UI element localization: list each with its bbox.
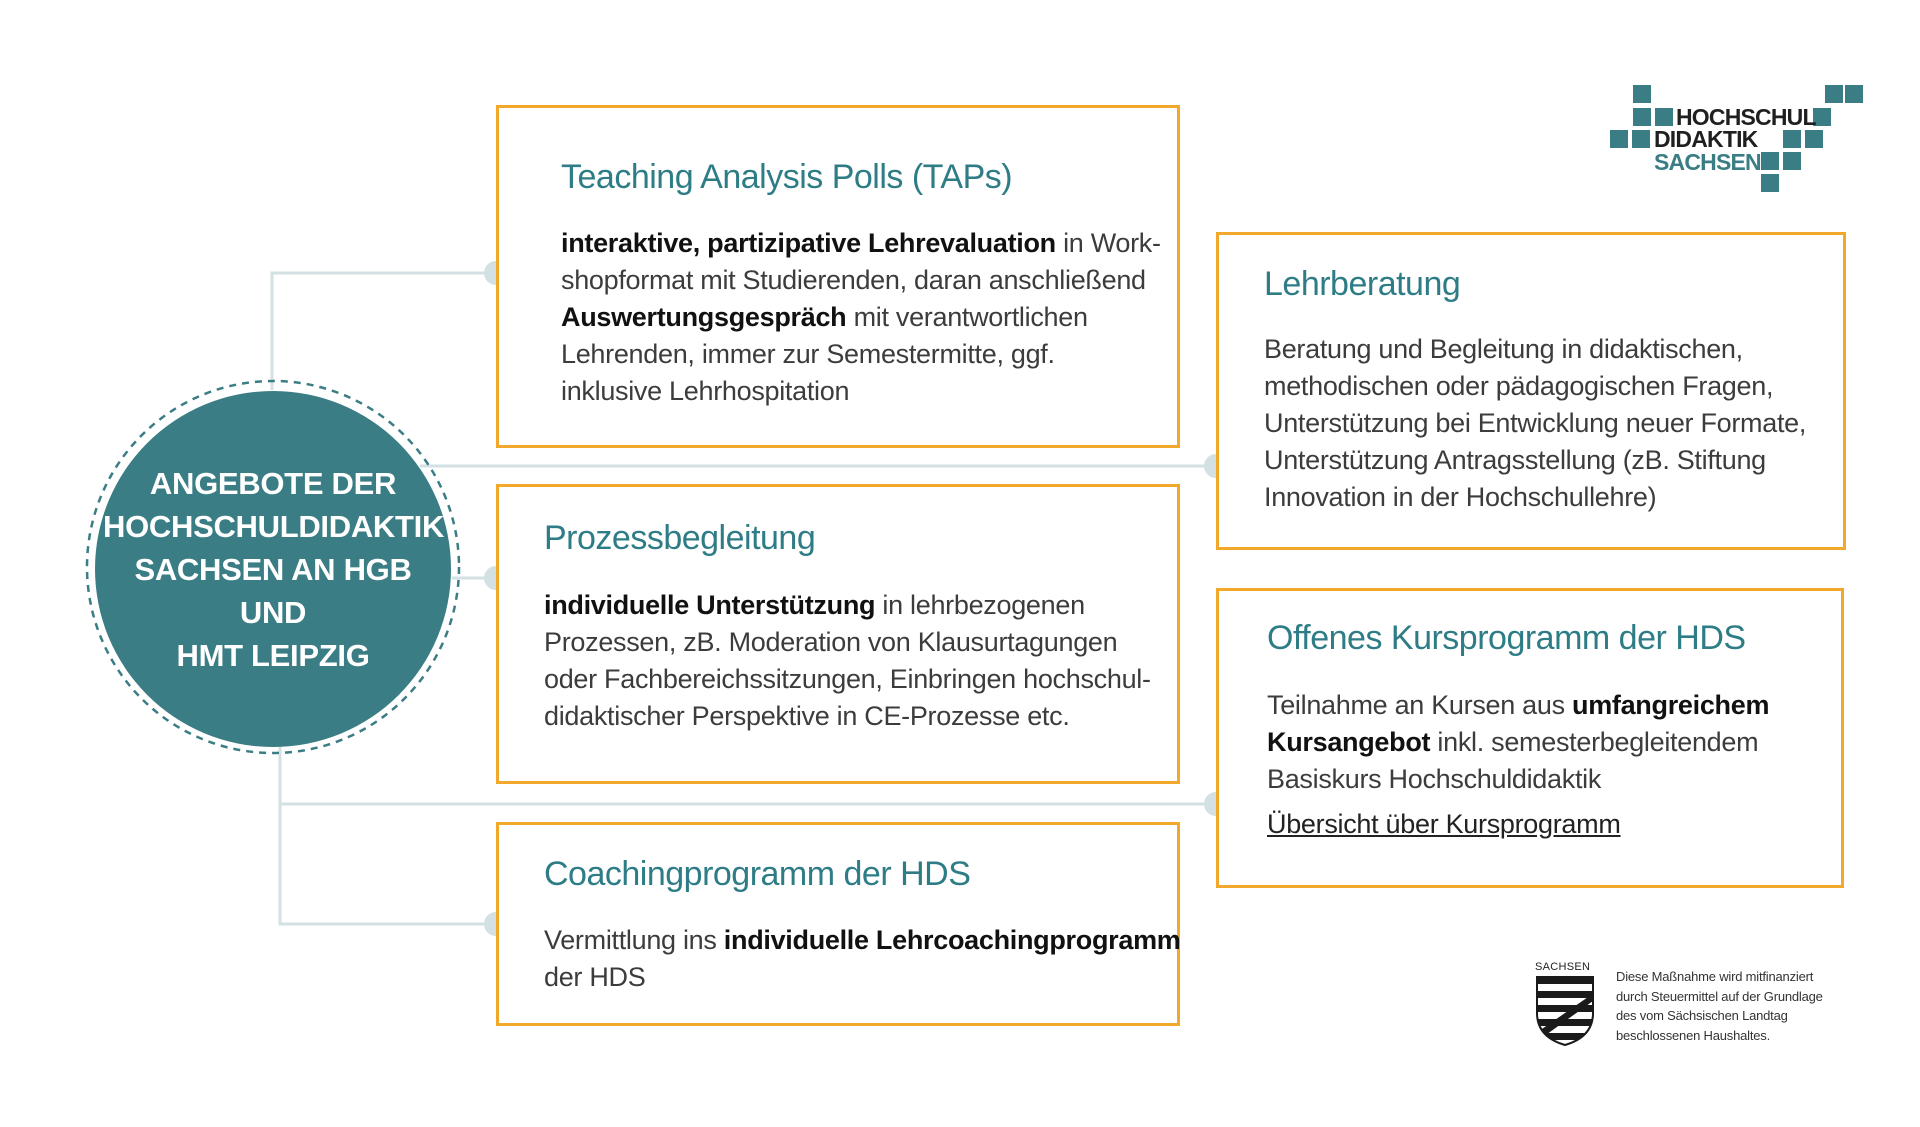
box-text-coachingprogramm: [544, 922, 1181, 996]
text-line: [1264, 331, 1844, 368]
text-line: [1267, 724, 1837, 761]
saxony-seal-label: SACHSEN: [1535, 961, 1591, 973]
box-title-prozessbegleitung: Prozessbegleitung: [544, 519, 816, 557]
funding-note: Diese Maßnahme wird mitfinanziert durch Steuermittel auf der Grundlage des vom Sächsischen Landtag beschlossenen Haushaltes.: [1616, 969, 1823, 1043]
text-line: [561, 299, 1171, 336]
box-lehrberatung: [1216, 232, 1846, 550]
text-line: [544, 624, 1174, 661]
box-title-kursprogramm: Offenes Kursprogramm der HDS: [1267, 619, 1746, 657]
box-title-taps: Teaching Analysis Polls (TAPs): [561, 158, 1013, 196]
text-line: [1264, 368, 1844, 405]
text-line: [544, 698, 1174, 735]
text-line: [544, 587, 1174, 624]
center-label: ANGEBOTE DER HOCHSCHULDIDAKTIK SACHSEN AN HGB UND HMT LEIPZIG: [103, 465, 445, 673]
body-text: didaktischer Perspektive in CE-Prozesse etc.: [544, 701, 1070, 731]
bold-text: interaktive, partizipative Lehrevaluation: [561, 228, 1056, 258]
bold-text: individuelle Lehrcoachingprogramm: [723, 925, 1181, 955]
box-prozessbegleitung: [496, 484, 1180, 784]
body-text: der HDS: [544, 962, 646, 992]
body-text: Lehrenden, immer zur Semestermitte, ggf.: [561, 339, 1055, 369]
text-line: [1267, 761, 1837, 798]
box-kursprogramm: [1216, 588, 1844, 888]
text-line: [544, 661, 1174, 698]
text-line: [561, 373, 1171, 410]
text-line: [544, 922, 1181, 959]
bold-text: umfangreichem: [1572, 690, 1770, 720]
body-text: inkl. semesterbegleitendem: [1430, 727, 1759, 757]
bold-text: Kursangebot: [1267, 727, 1431, 757]
text-line: [561, 225, 1171, 262]
bold-text: Auswertungsgespräch: [561, 302, 847, 332]
body-text: inklusive Lehrhospitation: [561, 376, 850, 406]
body-text: Innovation in der Hochschullehre): [1264, 482, 1657, 512]
bold-text: individuelle Unterstützung: [544, 590, 876, 620]
logo-square-grid: [0, 0, 1920, 220]
box-coachingprogramm: [496, 822, 1180, 1026]
logo-text-sachsen: SACHSEN: [1654, 149, 1761, 175]
body-text: oder Fachbereichssitzungen, Einbringen hochschul-: [544, 664, 1151, 694]
text-line: [1264, 405, 1844, 442]
text-line: [561, 262, 1171, 299]
text-line: [561, 336, 1171, 373]
box-text-prozessbegleitung: [544, 587, 1174, 735]
box-text-taps: [561, 225, 1171, 410]
body-text: Prozessen, zB. Moderation von Klausurtagungen: [544, 627, 1118, 657]
box-text-kursprogramm: [1267, 687, 1837, 798]
body-text: in lehrbezogenen: [875, 590, 1085, 620]
logo-text-hochschul: HOCHSCHUL: [1676, 104, 1816, 130]
saxony-coat-of-arms-icon: [1535, 975, 1595, 1047]
body-text: Beratung und Begleitung in didaktischen,: [1264, 334, 1743, 364]
text-line: [1264, 479, 1844, 516]
box-title-lehrberatung: Lehrberatung: [1264, 265, 1461, 303]
text-line: [1267, 687, 1837, 724]
kursprogramm-link[interactable]: Übersicht über Kursprogramm: [1267, 809, 1621, 839]
body-text: methodischen oder pädagogischen Fragen,: [1264, 371, 1774, 401]
box-title-coachingprogramm: Coachingprogramm der HDS: [544, 855, 971, 893]
body-text: Basiskurs Hochschuldidaktik: [1267, 764, 1602, 794]
logo-text-didaktik: DIDAKTIK: [1654, 126, 1758, 152]
box-text-lehrberatung: [1264, 331, 1844, 516]
text-line: [544, 959, 1174, 996]
body-text: mit verantwortlichen: [846, 302, 1088, 332]
body-text: shopformat mit Studierenden, daran anschließend: [561, 265, 1146, 295]
body-text: Teilnahme an Kursen aus: [1267, 690, 1572, 720]
body-text: in Work-: [1055, 228, 1161, 258]
body-text: Unterstützung bei Entwicklung neuer Formate,: [1264, 408, 1807, 438]
body-text: Unterstützung Antragsstellung (zB. Stiftung: [1264, 445, 1766, 475]
text-line: [1264, 442, 1844, 479]
body-text: Vermittlung ins: [544, 925, 724, 955]
center-circle: [95, 391, 451, 747]
